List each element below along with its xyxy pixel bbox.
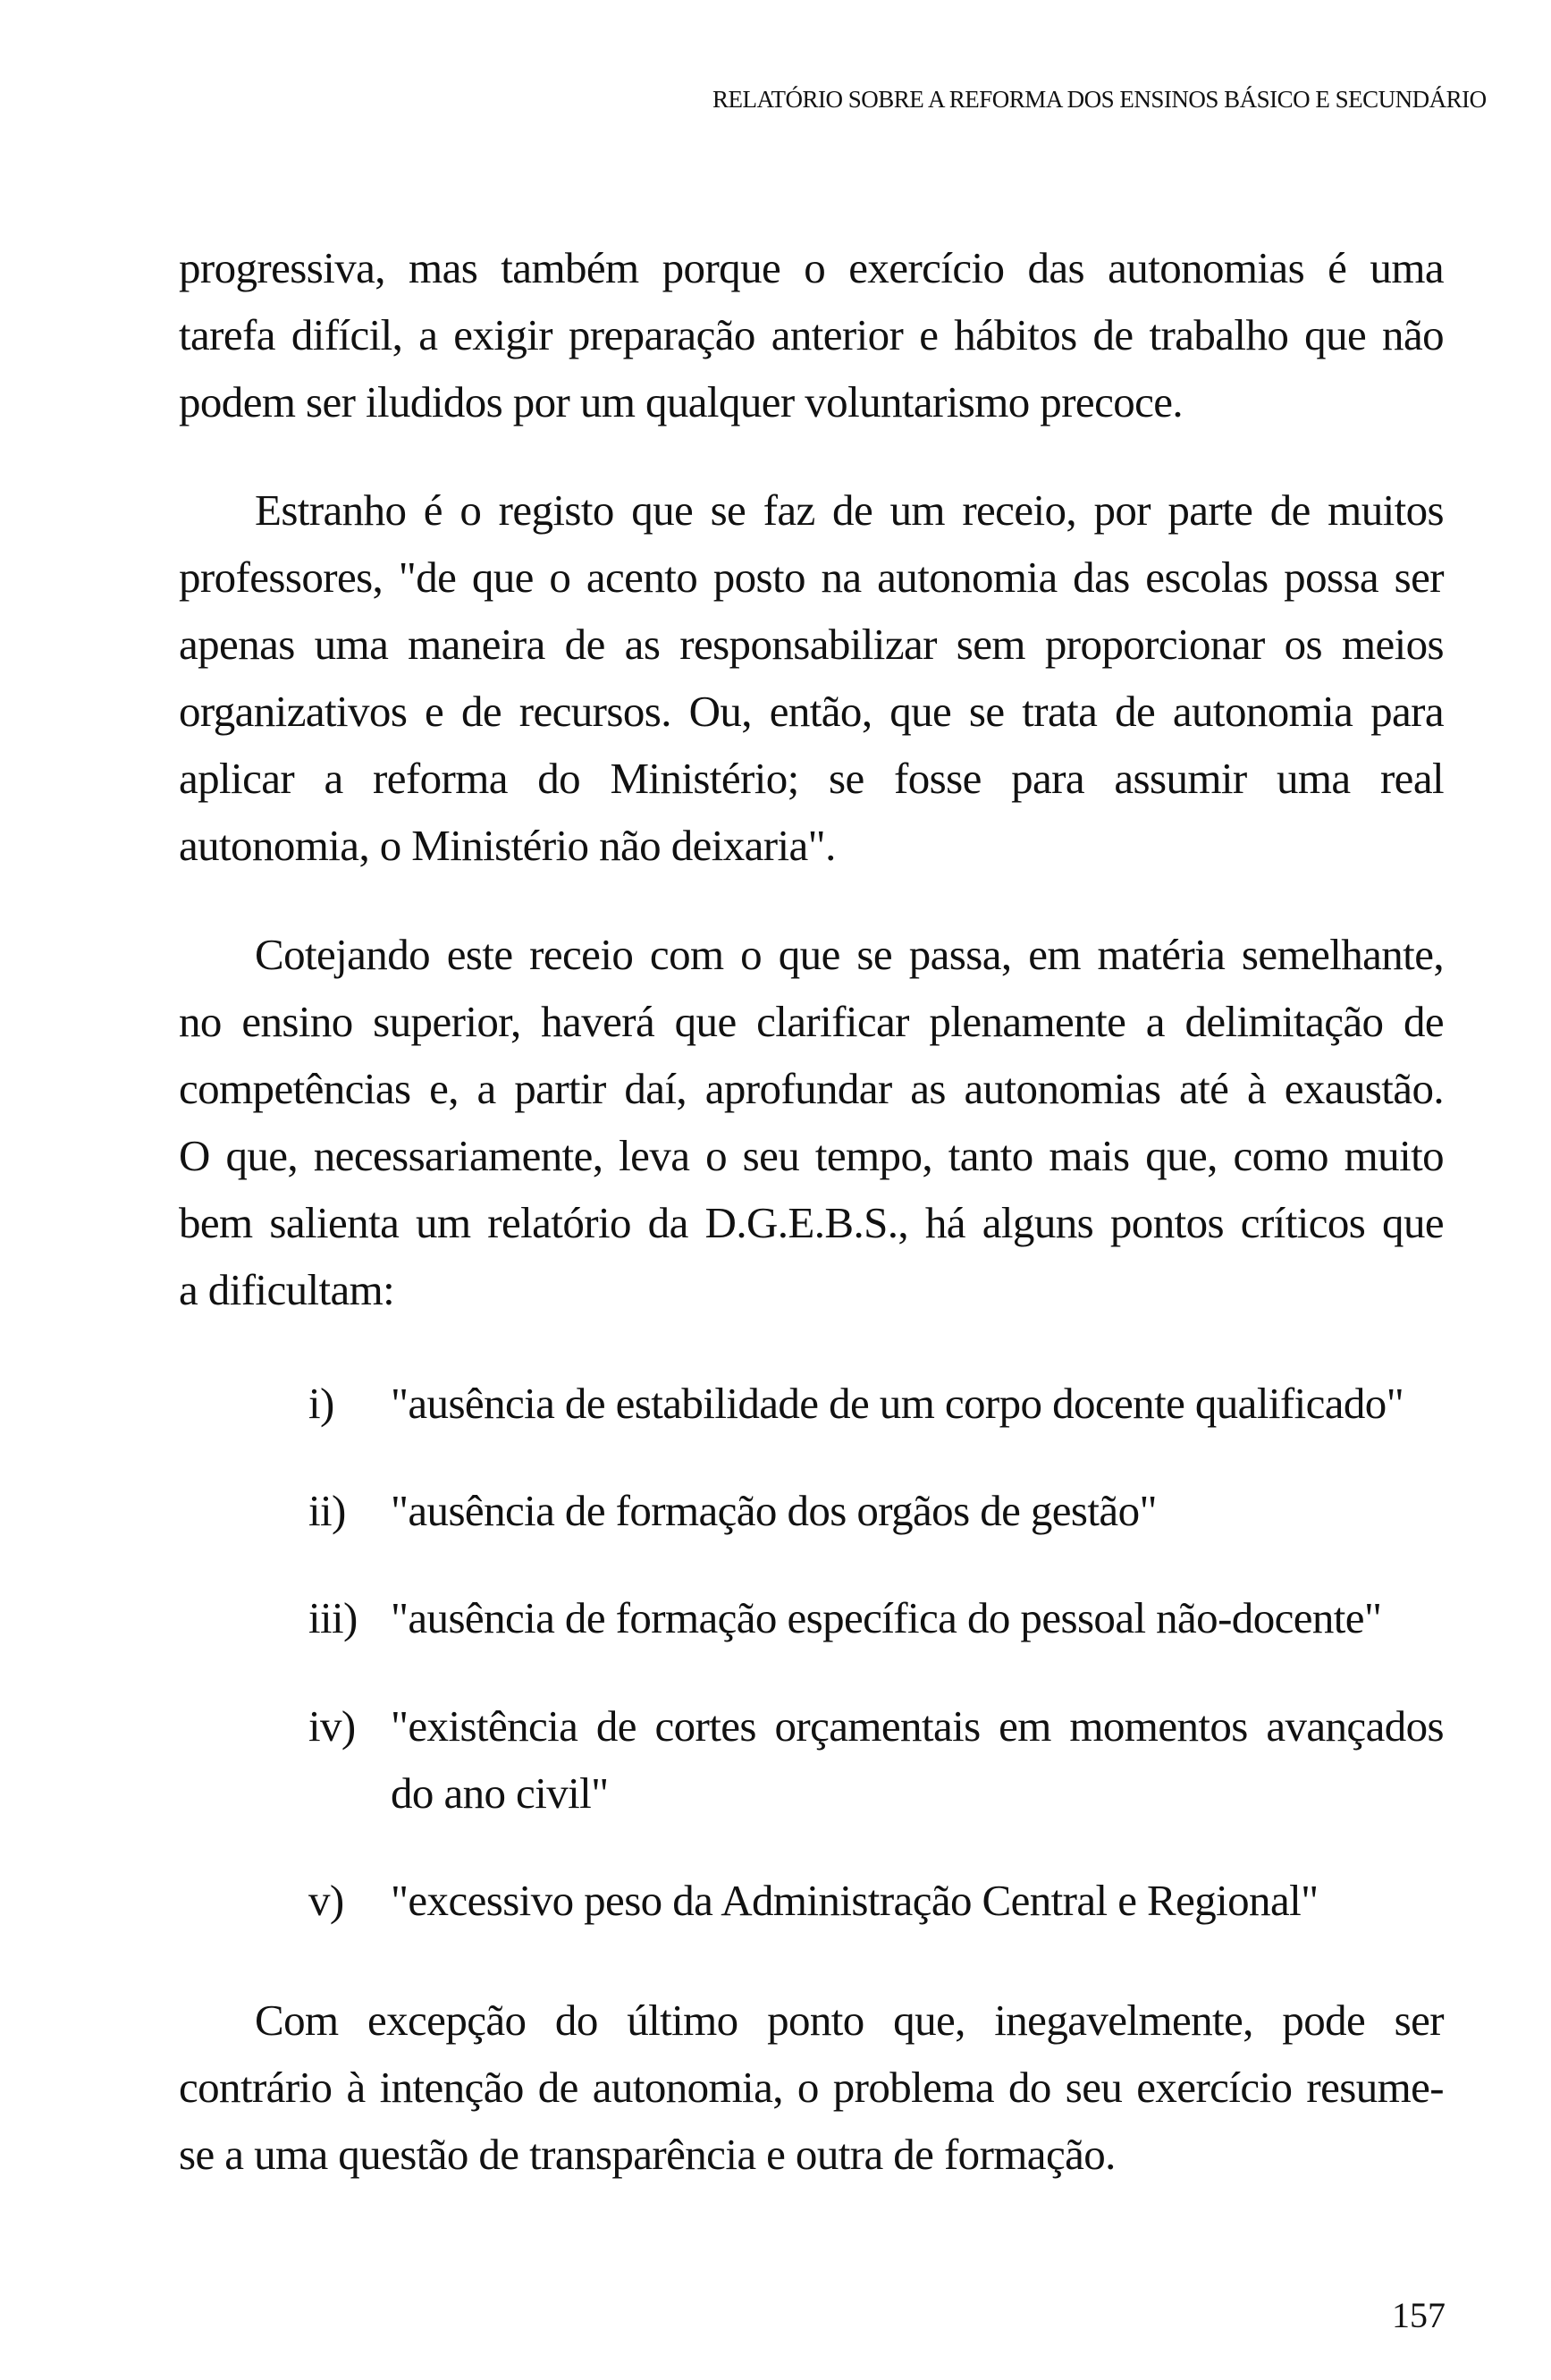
paragraph-line: competências e, a partir daí, aprofundar as autonomias até à exaustão. [179,1064,1444,1113]
page-number: 157 [1392,2295,1446,2335]
list-item-line: do ano civil" [391,1768,609,1818]
paragraph-line: Com excepção do último ponto que, inegavelmente, pode ser [255,1996,1444,2045]
paragraph-line: a dificultam: [179,1265,395,1314]
paragraph-line: no ensino superior, haverá que clarificar plenamente a delimitação de [179,997,1444,1046]
paragraph-line: podem ser iludidos por um qualquer voluntarismo precoce. [179,377,1184,426]
list-item-text [391,1867,1444,1934]
list-item-line: "ausência de formação dos orgãos de gestão" [391,1486,1157,1535]
paragraph-line: se a uma questão de transparência e outra de formação. [179,2130,1116,2179]
list-item-line: "ausência de formação específica do pessoal não-docente" [391,1593,1382,1642]
running-head: RELATÓRIO SOBRE A REFORMA DOS ENSINOS BÁSICO E SECUNDÁRIO [712,86,1487,113]
list-item-line: "ausência de estabilidade de um corpo docente qualificado" [391,1379,1404,1428]
list-marker: iv) [308,1701,356,1751]
list-marker: i) [308,1379,334,1428]
paragraph-2 [179,477,1444,879]
paragraph-line: bem salienta um relatório da D.G.E.B.S., há alguns pontos críticos que [179,1198,1444,1247]
paragraph-line: professores, "de que o acento posto na autonomia das escolas possa ser [179,553,1444,602]
paragraph-line: progressiva, mas também porque o exercício das autonomias é uma [179,243,1444,292]
list-marker: v) [308,1876,344,1925]
list-marker: iii) [308,1593,358,1642]
list-item-text [391,1584,1444,1651]
list-item-text [391,1370,1444,1437]
paragraph-4 [179,1987,1444,2188]
paragraph-line: aplicar a reforma do Ministério; se fosse para assumir uma real [179,754,1444,803]
list-marker: ii) [308,1486,346,1535]
paragraph-line: O que, necessariamente, leva o seu tempo, tanto mais que, como muito [179,1131,1444,1180]
paragraph-line: organizativos e de recursos. Ou, então, que se trata de autonomia para [179,687,1444,736]
paragraph-3 [179,921,1444,1323]
list-item-line: "excessivo peso da Administração Central e Regional" [391,1876,1319,1925]
list-item-text [391,1692,1444,1827]
list-item-line: "existência de cortes orçamentais em momentos avançados [391,1701,1444,1751]
paragraph-line: Estranho é o registo que se faz de um receio, por parte de muitos [255,485,1444,535]
paragraph-line: apenas uma maneira de as responsabilizar sem proporcionar os meios [179,620,1444,669]
paragraph-line: Cotejando este receio com o que se passa, em matéria semelhante, [255,930,1444,979]
paragraph-line: autonomia, o Ministério não deixaria". [179,821,836,870]
paragraph-line: contrário à intenção de autonomia, o problema do seu exercício resume- [179,2063,1444,2112]
list-item-text [391,1477,1444,1544]
paragraph-line: tarefa difícil, a exigir preparação anterior e hábitos de trabalho que não [179,310,1444,359]
paragraph-1 [179,234,1444,435]
